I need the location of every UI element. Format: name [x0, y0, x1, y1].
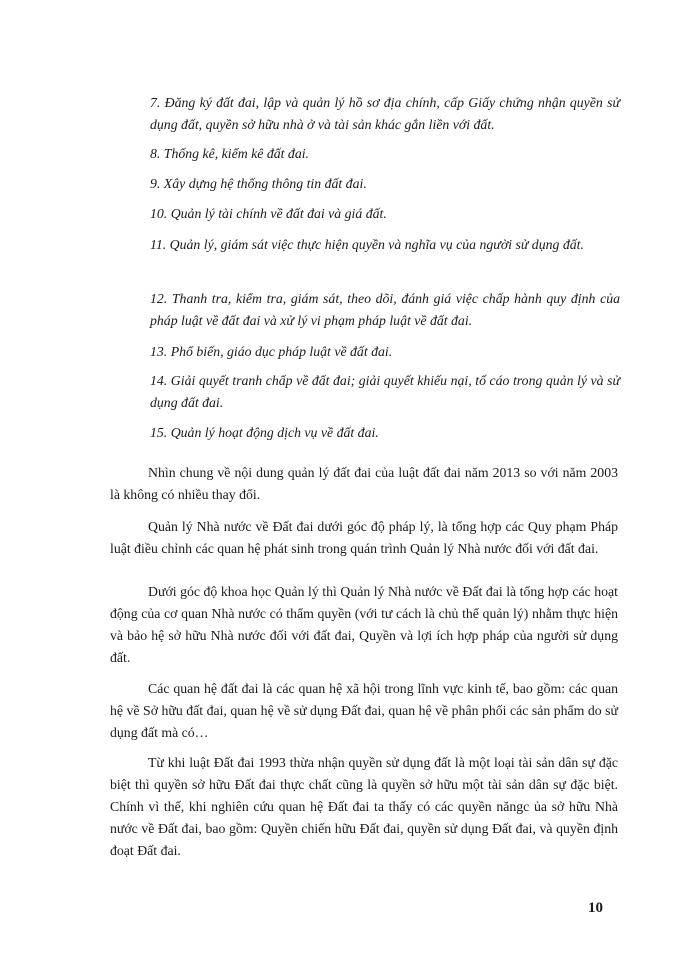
list-item-9: 9. Xây dựng hệ thống thông tin đất đai.	[150, 176, 367, 191]
paragraph-land-relations: Các quan hệ đất đai là các quan hệ xã hội trong lĩnh vực kinh tế, bao gồm: các quan hệ về Sở hữu đất đai, quan hệ về sử dụng Đất đai, quan hệ về phân phối các sản phẩm do sử dụng đất mà có…	[110, 681, 618, 740]
list-item-8: 8. Thống kê, kiểm kê đất đai.	[150, 146, 310, 161]
list-item-11: 11. Quản lý, giám sát việc thực hiện quyền và nghĩa vụ của người sử dụng đất.	[150, 237, 584, 252]
paragraph-legal-view: Quản lý Nhà nước về Đất đai dưới góc độ pháp lý, là tổng hợp các Quy phạm Pháp luật điều chỉnh các quan hệ phát sinh trong quán trình Quản lý Nhà nước đối với đất đai.	[110, 519, 618, 556]
paragraph-summary: Nhìn chung về nội dung quản lý đất đai của luật đất đai năm 2013 so với năm 2003 là không có nhiều thay đổi.	[110, 465, 618, 502]
list-item-13: 13. Phổ biến, giáo dục pháp luật về đất đai.	[150, 344, 393, 359]
list-item-15: 15. Quản lý hoạt động dịch vụ về đất đai.	[150, 425, 379, 440]
list-item-12: 12. Thanh tra, kiểm tra, giám sát, theo dõi, đánh giá việc chấp hành quy định của pháp luật về đất đai và xử lý vi phạm pháp luật về đất đai.	[150, 291, 620, 328]
paragraph-management-view: Dưới góc độ khoa học Quản lý thì Quản lý Nhà nước về Đất đai là tổng hợp các hoạt động của cơ quan Nhà nước có thẩm quyền (với tư cách là chủ thể quản lý) nhằm thực hiện và bảo hệ sở hữu Nhà nước đối với đất đai, Quyền và lợi ích hợp pháp của người sử dụng đất.	[110, 584, 618, 665]
list-item-7: 7. Đăng ký đất đai, lập và quản lý hồ sơ địa chính, cấp Giấy chứng nhận quyền sử dụng đất, quyền sở hữu nhà ở và tài sản khác gắn liền với đất.	[150, 95, 620, 132]
list-item-14: 14. Giải quyết tranh chấp về đất đai; giải quyết khiếu nại, tố cáo trong quản lý và sử dụng đất đai.	[150, 373, 620, 410]
paragraph-land-rights: Từ khi luật Đất đai 1993 thừa nhận quyền sử dụng đất là một loại tài sản dân sự đặc biệt thì quyền sở hữu Đất đai thực chất cũng là quyền sở hữu một tài sản dân sự đặc biệt. Chính vì thế, khi nghiên cứu quan hệ Đất đai ta thấy có các quyền năngc ủa sở hữu Nhà nước về Đất đai, bao gồm: Quyền chiến hữu Đất đai, quyền sử dụng Đất đai, và quyền định đoạt Đất đai.	[110, 755, 618, 858]
page-number: 10	[588, 900, 603, 916]
list-item-10: 10. Quản lý tài chính về đất đai và giá đất.	[150, 206, 387, 221]
